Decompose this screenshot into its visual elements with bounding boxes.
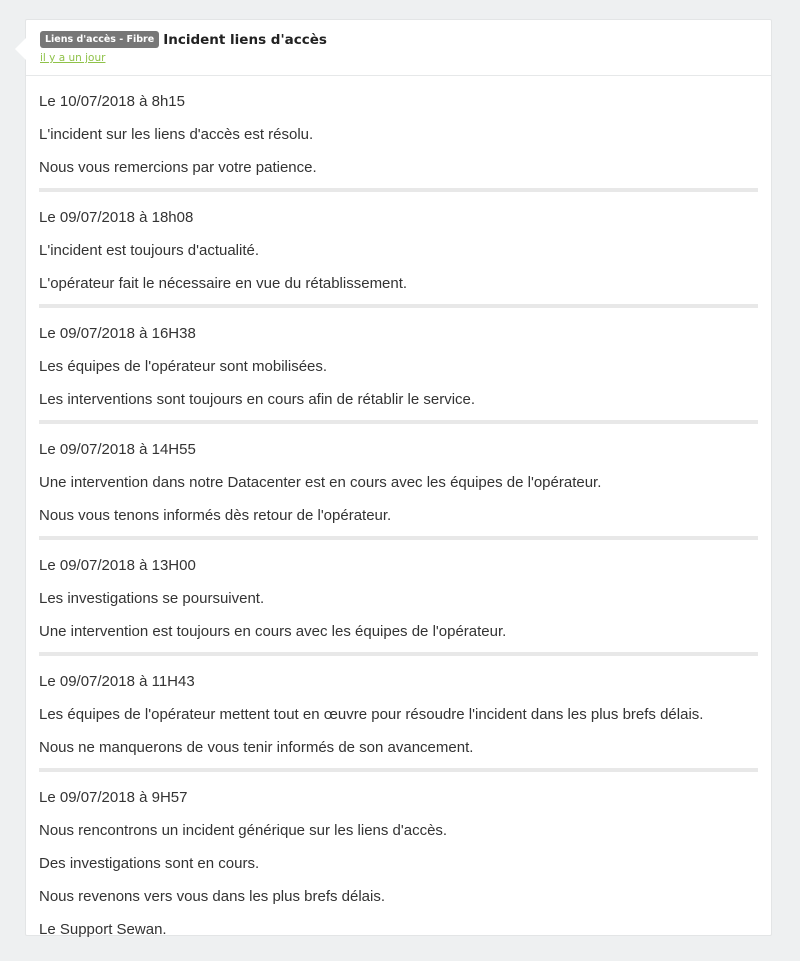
- update-date: Le 09/07/2018 à 16H38: [39, 325, 196, 342]
- update-message: Nous rencontrons un incident générique sur les liens d'accès.: [39, 822, 448, 839]
- category-badge: Liens d'accès - Fibre: [40, 31, 159, 48]
- updates-list: [26, 76, 771, 938]
- update-message: Une intervention dans notre Datacenter est en cours avec les équipes de l'opérateur.: [39, 474, 602, 491]
- incident-title: Incident liens d'accès: [163, 31, 327, 48]
- update-entry: [39, 540, 758, 656]
- update-message: Le Support Sewan.: [39, 921, 167, 938]
- update-message: L'opérateur fait le nécessaire en vue du rétablissement.: [39, 275, 408, 292]
- update-message: Nous vous remercions par votre patience.: [39, 159, 317, 176]
- card-pointer: [15, 38, 26, 60]
- update-message: Les équipes de l'opérateur mettent tout en œuvre pour résoudre l'incident dans les plus brefs délais.: [39, 706, 704, 723]
- update-message: Les interventions sont toujours en cours afin de rétablir le service.: [39, 391, 476, 408]
- update-entry: [39, 76, 758, 192]
- update-message: Une intervention est toujours en cours avec les équipes de l'opérateur.: [39, 623, 507, 640]
- update-date: Le 10/07/2018 à 8h15: [39, 93, 185, 110]
- update-message: Nous vous tenons informés dès retour de l'opérateur.: [39, 507, 392, 524]
- update-date: Le 09/07/2018 à 14H55: [39, 441, 196, 458]
- update-message: Nous revenons vers vous dans les plus brefs délais.: [39, 888, 386, 905]
- update-entry: [39, 424, 758, 540]
- update-date: Le 09/07/2018 à 13H00: [39, 557, 196, 574]
- update-entry: [39, 656, 758, 772]
- update-date: Le 09/07/2018 à 18h08: [39, 209, 194, 226]
- update-message: L'incident sur les liens d'accès est résolu.: [39, 126, 314, 143]
- incident-header: [26, 20, 771, 76]
- update-message: Nous ne manquerons de vous tenir informés de son avancement.: [39, 739, 474, 756]
- update-date: Le 09/07/2018 à 9H57: [39, 789, 188, 806]
- update-message: L'incident est toujours d'actualité.: [39, 242, 260, 259]
- update-date: Le 09/07/2018 à 11H43: [39, 673, 195, 690]
- incident-card: [25, 19, 772, 936]
- time-ago-link[interactable]: il y a un jour: [40, 52, 106, 64]
- update-entry: [39, 772, 758, 938]
- update-message: Des investigations sont en cours.: [39, 855, 260, 872]
- title-row: [40, 31, 771, 48]
- update-entry: [39, 308, 758, 424]
- update-entry: [39, 192, 758, 308]
- update-message: Les équipes de l'opérateur sont mobilisées.: [39, 358, 328, 375]
- update-message: Les investigations se poursuivent.: [39, 590, 265, 607]
